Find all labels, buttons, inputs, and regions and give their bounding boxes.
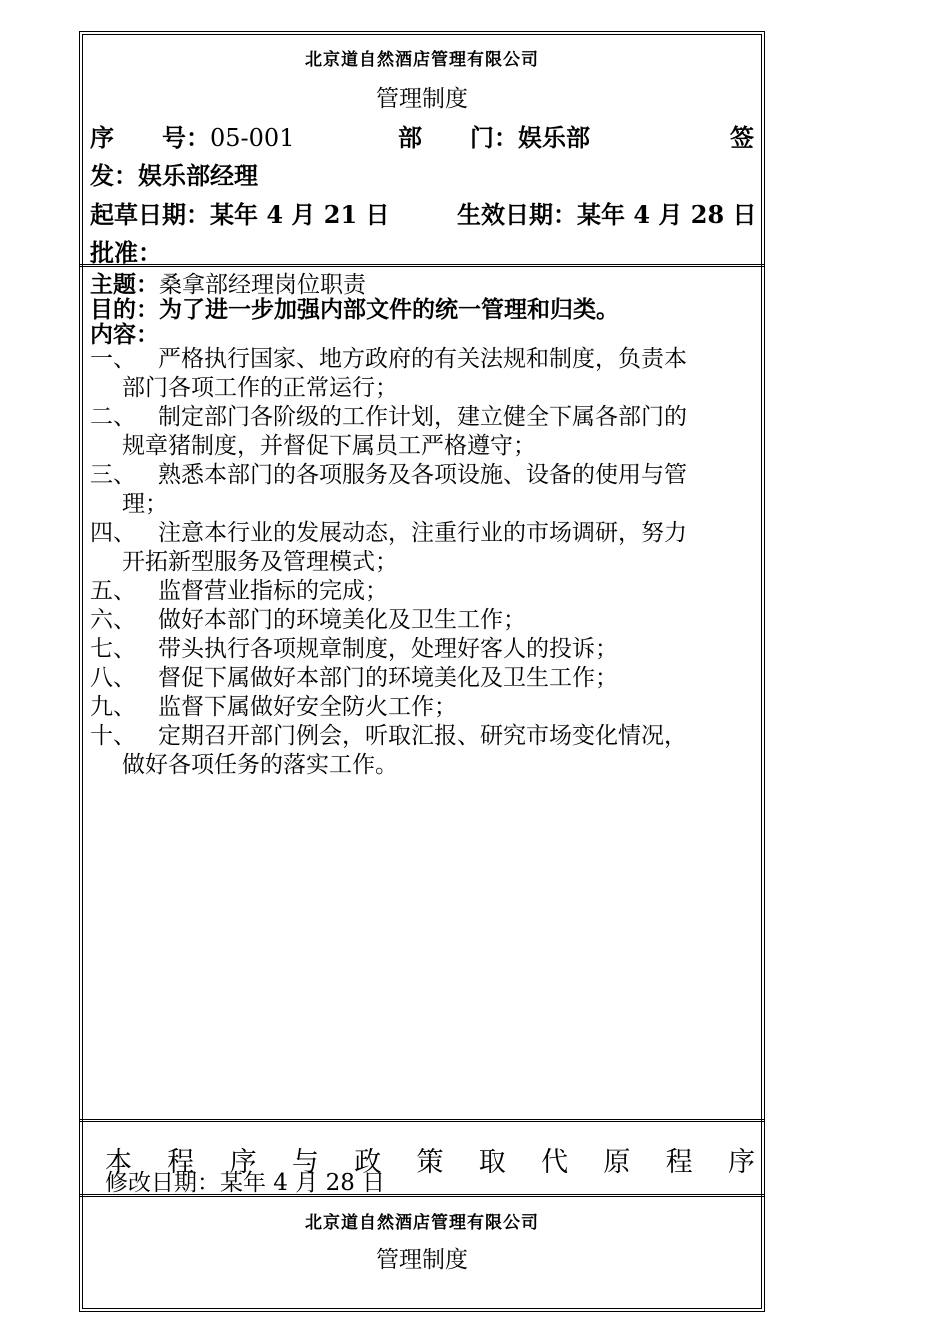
content-item-text: 督促下属做好本部门的环境美化及卫生工作； bbox=[158, 665, 618, 691]
replace-notice-char: 原 bbox=[603, 1147, 631, 1178]
purpose-value: 为了进一步加强内部文件的统一管理和归类。 bbox=[159, 296, 619, 323]
content-label: 内容： bbox=[90, 321, 159, 348]
content-item-text: 监督下属做好安全防火工作； bbox=[158, 694, 457, 720]
sign-field bbox=[90, 156, 258, 191]
content-item-number: 四、 bbox=[90, 520, 136, 546]
content-item bbox=[90, 664, 754, 693]
content-item bbox=[90, 461, 754, 519]
next-document-title: 管理制度 bbox=[376, 1247, 468, 1273]
content-item-continuation: 开拓新型服务及管理模式； bbox=[122, 549, 398, 575]
sign-label-start: 签 bbox=[730, 123, 754, 152]
content-item-number: 八、 bbox=[90, 665, 136, 691]
replace-notice-char: 程 bbox=[665, 1147, 693, 1178]
content-item-continuation: 部门各项工作的正常运行； bbox=[122, 375, 398, 401]
document-title: 管理制度 bbox=[376, 86, 468, 112]
effective-date-field bbox=[457, 195, 757, 230]
content-item-text: 注意本行业的发展动态，注重行业的市场调研，努力 bbox=[158, 520, 687, 546]
page-break-divider bbox=[80, 1194, 764, 1197]
content-item-continuation: 做好各项任务的落实工作。 bbox=[122, 752, 398, 778]
revise-date-field bbox=[105, 1164, 385, 1197]
footer-divider bbox=[80, 1119, 764, 1122]
department-label: 部 门： bbox=[398, 123, 518, 152]
content-item bbox=[90, 345, 754, 403]
content-item bbox=[90, 722, 754, 780]
content-item bbox=[90, 635, 754, 664]
replace-notice-char: 代 bbox=[541, 1147, 569, 1178]
content-item bbox=[90, 577, 754, 606]
content-item-number: 三、 bbox=[90, 462, 136, 488]
effective-date-label: 生效日期： bbox=[457, 200, 577, 229]
approve-label: 批准： bbox=[90, 238, 162, 267]
content-item-text: 熟悉本部门的各项服务及各项设施、设备的使用与管 bbox=[158, 462, 687, 488]
content-item-text: 制定部门各阶级的工作计划，建立健全下属各部门的 bbox=[158, 404, 687, 430]
content-item-text: 做好本部门的环境美化及卫生工作； bbox=[158, 607, 526, 633]
replace-notice-char: 程 bbox=[167, 1147, 195, 1178]
revise-date-label: 修改日期： bbox=[105, 1170, 220, 1196]
replace-notice-char: 与 bbox=[291, 1147, 319, 1178]
content-item-text: 监督营业指标的完成； bbox=[158, 578, 388, 604]
serial-value: 05-001 bbox=[210, 124, 295, 152]
content-item bbox=[90, 606, 754, 635]
content-item-text: 定期召开部门例会，听取汇报、研究市场变化情况， bbox=[158, 723, 687, 749]
content-item-text: 严格执行国家、地方政府的有关法规和制度，负责本 bbox=[158, 346, 687, 372]
purpose-line bbox=[90, 291, 619, 324]
department-value: 娱乐部 bbox=[518, 123, 590, 152]
topic-label: 主题： bbox=[90, 271, 159, 298]
content-item-number: 六、 bbox=[90, 607, 136, 633]
content-item bbox=[90, 693, 754, 722]
content-item-continuation: 理； bbox=[122, 491, 168, 517]
content-item bbox=[90, 403, 754, 461]
replace-notice-char: 序 bbox=[727, 1147, 755, 1178]
revise-date-value: 某年 4 月 28 日 bbox=[220, 1170, 386, 1196]
topic-value: 桑拿部经理岗位职责 bbox=[159, 272, 366, 298]
sign-value: 娱乐部经理 bbox=[138, 161, 258, 190]
content-item-continuation: 规章猪制度，并督促下属员工严格遵守； bbox=[122, 433, 536, 459]
content-item-number: 五、 bbox=[90, 578, 136, 604]
content-item bbox=[90, 519, 754, 577]
draft-date-label: 起草日期： bbox=[90, 200, 210, 229]
replace-notice-char: 本 bbox=[105, 1147, 132, 1178]
content-item-text: 带头执行各项规章制度，处理好客人的投诉； bbox=[158, 636, 618, 662]
company-name: 北京道自然酒店管理有限公司 bbox=[305, 50, 539, 70]
department-field bbox=[398, 118, 590, 153]
replace-notice-char: 序 bbox=[229, 1147, 257, 1178]
sign-label-end: 发： bbox=[90, 161, 138, 190]
next-company-name: 北京道自然酒店管理有限公司 bbox=[305, 1213, 539, 1233]
purpose-label: 目的： bbox=[90, 296, 159, 323]
serial-label: 序 号： bbox=[90, 123, 210, 152]
draft-date-field bbox=[90, 195, 390, 230]
effective-date-value: 某年 4 月 28 日 bbox=[577, 200, 757, 229]
draft-date-value: 某年 4 月 21 日 bbox=[210, 200, 390, 229]
replace-notice-char: 取 bbox=[478, 1147, 506, 1178]
replace-notice-char: 策 bbox=[416, 1147, 444, 1178]
serial-field bbox=[90, 118, 294, 153]
content-item-number: 七、 bbox=[90, 636, 136, 662]
replace-notice-char: 政 bbox=[354, 1147, 382, 1178]
content-item-number: 十、 bbox=[90, 723, 136, 749]
content-item-number: 二、 bbox=[90, 404, 136, 430]
content-item-number: 一、 bbox=[90, 346, 136, 372]
content-item-number: 九、 bbox=[90, 694, 136, 720]
